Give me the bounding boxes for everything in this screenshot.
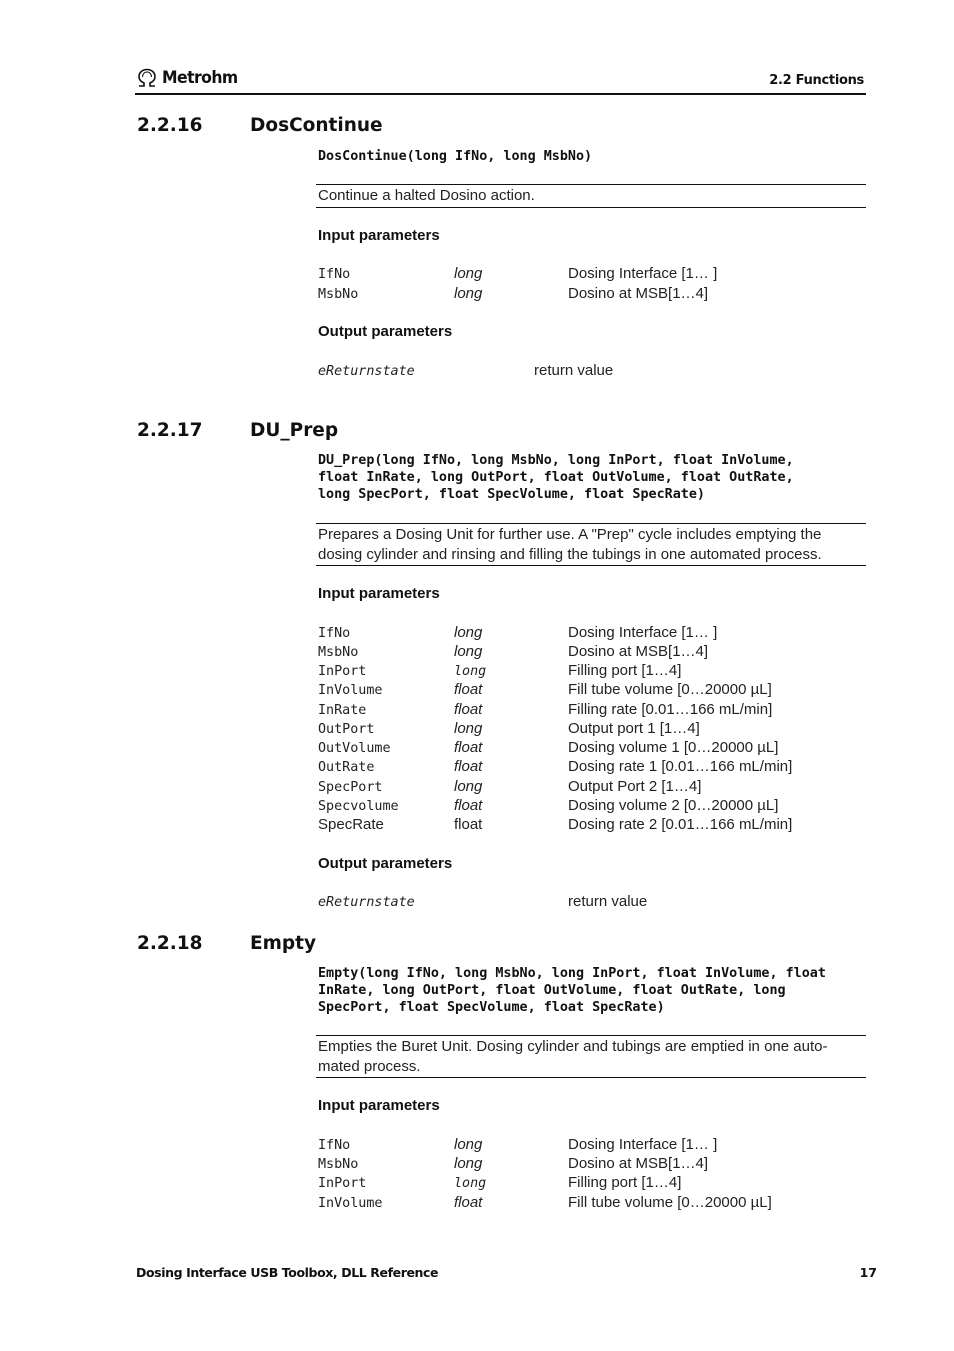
param-name: OutVolume [318, 741, 391, 756]
description-line: Prepares a Dosing Unit for further use. A "Prep" cycle includes emptying the [318, 526, 822, 543]
section-number: 2.2.16 [137, 115, 203, 136]
section-title: DU_Prep [250, 420, 339, 441]
description-line: dosing cylinder and rinsing and filling the tubings in one automated process. [318, 545, 822, 563]
section-header-label: 2.2 Functions [769, 73, 864, 88]
parameter-row [318, 662, 878, 681]
return-description: return value [568, 893, 648, 910]
return-name: eReturnstate [318, 364, 415, 379]
parameter-row [318, 681, 878, 700]
param-description: Fill tube volume [0…20000 µL] [568, 681, 772, 698]
param-description: Filling port [1…4] [568, 1174, 682, 1191]
param-type: long [454, 1136, 483, 1153]
parameter-row [318, 265, 878, 284]
footer-title: Dosing Interface USB Toolbox, DLL Reference [136, 1265, 439, 1280]
signature-line: DU_Prep(long IfNo, long MsbNo, long InPort, float InVolume, [318, 453, 794, 468]
param-type: long [454, 1155, 483, 1172]
parameter-row [318, 1136, 878, 1155]
param-type: long [454, 664, 487, 679]
param-description: Dosing Interface [1… ] [568, 1136, 718, 1153]
param-name: InPort [318, 1176, 367, 1191]
parameter-row [318, 624, 878, 643]
param-name: MsbNo [318, 1157, 359, 1172]
param-description: Dosing volume 2 [0…20000 µL] [568, 797, 779, 814]
parameter-row [318, 758, 878, 777]
param-type: float [454, 739, 483, 756]
return-row [318, 893, 878, 913]
param-name: IfNo [318, 267, 351, 282]
param-type: long [454, 778, 483, 795]
param-description: Dosing Interface [1… ] [568, 265, 718, 282]
signature-line: SpecPort, float SpecVolume, float SpecRate) [318, 1000, 665, 1016]
omega-icon [136, 68, 158, 88]
parameter-row [318, 816, 878, 835]
param-description: Filling port [1…4] [568, 662, 682, 679]
param-type: long [454, 285, 483, 302]
param-description: Filling rate [0.01…166 mL/min] [568, 701, 773, 718]
param-type: float [454, 758, 483, 775]
param-description: Dosino at MSB[1…4] [568, 1155, 709, 1172]
param-name: InVolume [318, 1196, 383, 1211]
param-name: SpecRate [318, 816, 384, 833]
param-name: SpecPort [318, 780, 383, 795]
param-type: long [454, 1176, 487, 1191]
parameter-row [318, 778, 878, 797]
param-type: long [454, 265, 483, 282]
param-type: float [454, 816, 483, 833]
parameter-row [318, 739, 878, 758]
function-signature [318, 965, 878, 1017]
param-name: OutRate [318, 760, 375, 775]
description-line: Empties the Buret Unit. Dosing cylinder and tubings are emptied in one auto- [318, 1038, 828, 1055]
param-name: InRate [318, 703, 367, 718]
input-parameters-heading: Input parameters [318, 227, 440, 244]
function-description [316, 1035, 866, 1078]
parameter-row [318, 1174, 878, 1193]
param-type: float [454, 681, 483, 698]
input-parameters-heading: Input parameters [318, 585, 440, 602]
output-parameters-heading: Output parameters [318, 855, 453, 872]
param-name: IfNo [318, 1138, 351, 1153]
param-description: Dosing rate 1 [0.01…166 mL/min] [568, 758, 793, 775]
param-name: MsbNo [318, 287, 359, 302]
description-line: Continue a halted Dosino action. [318, 187, 535, 204]
param-type: float [454, 701, 483, 718]
param-name: IfNo [318, 626, 351, 641]
param-name: Specvolume [318, 799, 399, 814]
section-title: DosContinue [250, 115, 383, 136]
function-description [316, 184, 866, 208]
parameter-row [318, 1155, 878, 1174]
param-name: InPort [318, 664, 367, 679]
param-description: Output port 1 [1…4] [568, 720, 700, 737]
param-description: Dosing rate 2 [0.01…166 mL/min] [568, 816, 793, 833]
return-name: eReturnstate [318, 895, 415, 910]
section-title: Empty [250, 933, 317, 954]
function-signature [318, 148, 878, 165]
param-description: Dosino at MSB[1…4] [568, 643, 709, 660]
param-description: Output Port 2 [1…4] [568, 778, 702, 795]
parameter-row [318, 643, 878, 662]
parameter-row [318, 701, 878, 720]
parameter-row [318, 285, 878, 304]
param-type: long [454, 643, 483, 660]
section-number: 2.2.18 [137, 933, 203, 954]
param-description: Dosino at MSB[1…4] [568, 285, 709, 302]
header-rule [135, 93, 866, 95]
output-parameters-heading: Output parameters [318, 323, 453, 340]
function-signature [318, 452, 878, 504]
parameter-row [318, 1194, 878, 1213]
input-parameters-heading: Input parameters [318, 1097, 440, 1114]
signature-line: float InRate, long OutPort, float OutVolume, float OutRate, [318, 470, 794, 486]
param-description: Fill tube volume [0…20000 µL] [568, 1194, 772, 1211]
logo-text: Metrohm [162, 68, 238, 88]
parameter-row [318, 720, 878, 739]
param-type: long [454, 720, 483, 737]
signature-line: DosContinue(long IfNo, long MsbNo) [318, 149, 593, 164]
param-name: InVolume [318, 683, 383, 698]
signature-line: long SpecPort, float SpecVolume, float SpecRate) [318, 487, 705, 503]
return-description: return value [534, 362, 614, 379]
parameter-row [318, 797, 878, 816]
param-type: float [454, 797, 483, 814]
page-number: 17 [859, 1265, 877, 1280]
param-name: OutPort [318, 722, 375, 737]
param-description: Dosing Interface [1… ] [568, 624, 718, 641]
param-description: Dosing volume 1 [0…20000 µL] [568, 739, 779, 756]
metrohm-logo [136, 66, 244, 90]
description-line: mated process. [318, 1057, 421, 1075]
signature-line: InRate, long OutPort, float OutVolume, float OutRate, long [318, 983, 786, 999]
param-type: float [454, 1194, 483, 1211]
param-name: MsbNo [318, 645, 359, 660]
section-number: 2.2.17 [137, 420, 203, 441]
param-type: long [454, 624, 483, 641]
return-row [318, 362, 878, 382]
signature-line: Empty(long IfNo, long MsbNo, long InPort, float InVolume, float [318, 966, 826, 981]
function-description [316, 523, 866, 566]
